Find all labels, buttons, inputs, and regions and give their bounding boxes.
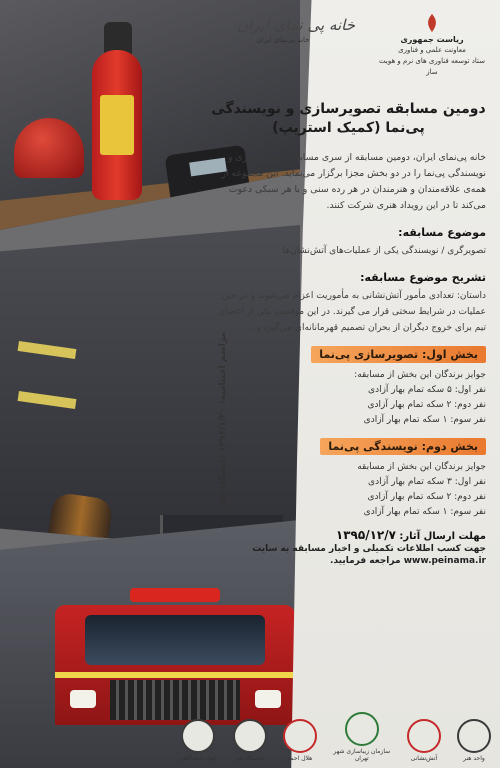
firefighter-helmet-icon [14,118,84,178]
iran-emblem-icon [421,12,443,34]
extinguisher-label [100,95,134,155]
part2-banner: بخش دوم: نویسندگی پی‌نما [320,438,486,455]
tehran-beautification-logo-icon [345,712,379,746]
sponsor-caption: آتش‌نشانی [410,755,438,762]
deadline [211,528,486,542]
header-row [211,12,486,78]
sponsor-caption: دانشگاه هنر [234,755,265,762]
sponsor-logo [333,712,391,762]
intro-paragraph: خانه پی‌نمای ایران، دومین مسابقه از سری مسابقات تصویرسازی و نویسندگی پی‌نما را در دو بخش مجزا برگزار می‌نماید. این مجموعه از همه‌ی علاقه‌مندان و هنرمندان در هر رده سنی و با هر سبکی دعوت می‌کند تا در این رویداد هنری شرکت کنند. [221,152,486,211]
topic-heading: موضوع مسابقه: [398,226,486,239]
sponsor-logo [283,719,317,762]
siren-shape [130,588,220,602]
art-unit-logo-icon [457,719,491,753]
red-crescent-logo-icon [283,719,317,753]
fire-department-logo-icon [407,719,441,753]
sponsor-logos [175,698,495,762]
page-title: دومین مسابقه تصویرسازی و نویسندگی پی‌نما (کمیک استریپ) [211,101,486,136]
part1-prize-intro: جوایز برندگان این بخش از مسابقه: [354,370,486,380]
deadline-date: ۱۳۹۵/۱۲/۷ [335,528,396,542]
part2-prize-item: نفر دوم: ۲ سکه تمام بهار آزادی [367,492,486,502]
info-text: جهت کسب اطلاعات تکمیلی و اخبار مسابقه به سایت [252,544,486,554]
website-link[interactable]: www.peinama.ir [403,556,486,566]
brand-logo-text: خانه پی نمای ایران [237,16,356,34]
part1-prize-item: نفر اول: ۵ سکه تمام بهار آزادی [368,385,486,395]
org-line-2: معاونت علمی و فناوری [398,46,466,54]
sponsor-logo [407,719,441,762]
website-line [211,556,486,566]
reflective-stripe [18,391,77,409]
part2-prize-item: نفر سوم: ۱ سکه تمام بهار آزادی [363,507,486,517]
sponsor-logo [457,719,491,762]
university-logo-icon [233,719,267,753]
part2-prize-item: نفر اول: ۳ سکه تمام بهار آزادی [368,477,486,487]
sponsor-caption: سازمان زیباسازی شهر تهران [333,748,391,762]
sponsor-caption: واحد هنر [463,755,485,762]
part1-prize-item: نفر سوم: ۱ سکه تمام بهار آزادی [363,415,486,425]
part1-prize-item: نفر دوم: ۲ سکه تمام بهار آزادی [367,400,486,410]
ceremony-date: مراسم اختتامیه: ۱۳۹۶/۱/۲۰ دانشگاه هنر [218,331,228,509]
truck-windshield [85,615,265,665]
jahad-logo-icon [181,719,215,753]
sponsor-caption: جهاد دانشگاهی [179,755,217,762]
part2-prize-intro: جوایز برندگان این بخش از مسابقه [357,462,486,472]
reflective-stripe [18,341,77,359]
description-text: داستان: تعدادی مأمور آتش‌نشانی به مأموریت اعزام می‌شوند و در حین عملیات در شرایط سختی قرار می گیرند. در این موقعیت یکی از اعضای تیم برای خروج دیگران از بحران تصمیم قهرمانانه‌ای می‌گیرد و ... [218,291,486,333]
poster-content [211,12,486,566]
part1-banner: بخش اول: تصویرسازی پی‌نما [311,346,486,363]
description-heading: تشریح موضوع مسابقه: [360,271,486,284]
deadline-label: مهلت ارسال آثار: [399,531,486,542]
website-suffix: مراجعه فرمایید. [330,556,401,566]
org-line-1: ریاست جمهوری [400,35,464,44]
brand-subtitle: خانه پی‌نمای ایران [256,36,310,44]
truck-stripe [55,672,295,678]
brand-logo [211,12,355,44]
sponsor-caption: هلال احمر [287,755,313,762]
sponsor-logo [233,719,267,762]
sponsor-logo [179,719,217,762]
truck-headlight [70,690,96,708]
organization-header [378,12,486,78]
topic-text: تصویرگری / نویسندگی یکی از عملیات‌های آتش‌نشان‌ها [282,246,486,256]
org-line-3: ستاد توسعه فناوری های نرم و هویت ساز [379,57,485,76]
